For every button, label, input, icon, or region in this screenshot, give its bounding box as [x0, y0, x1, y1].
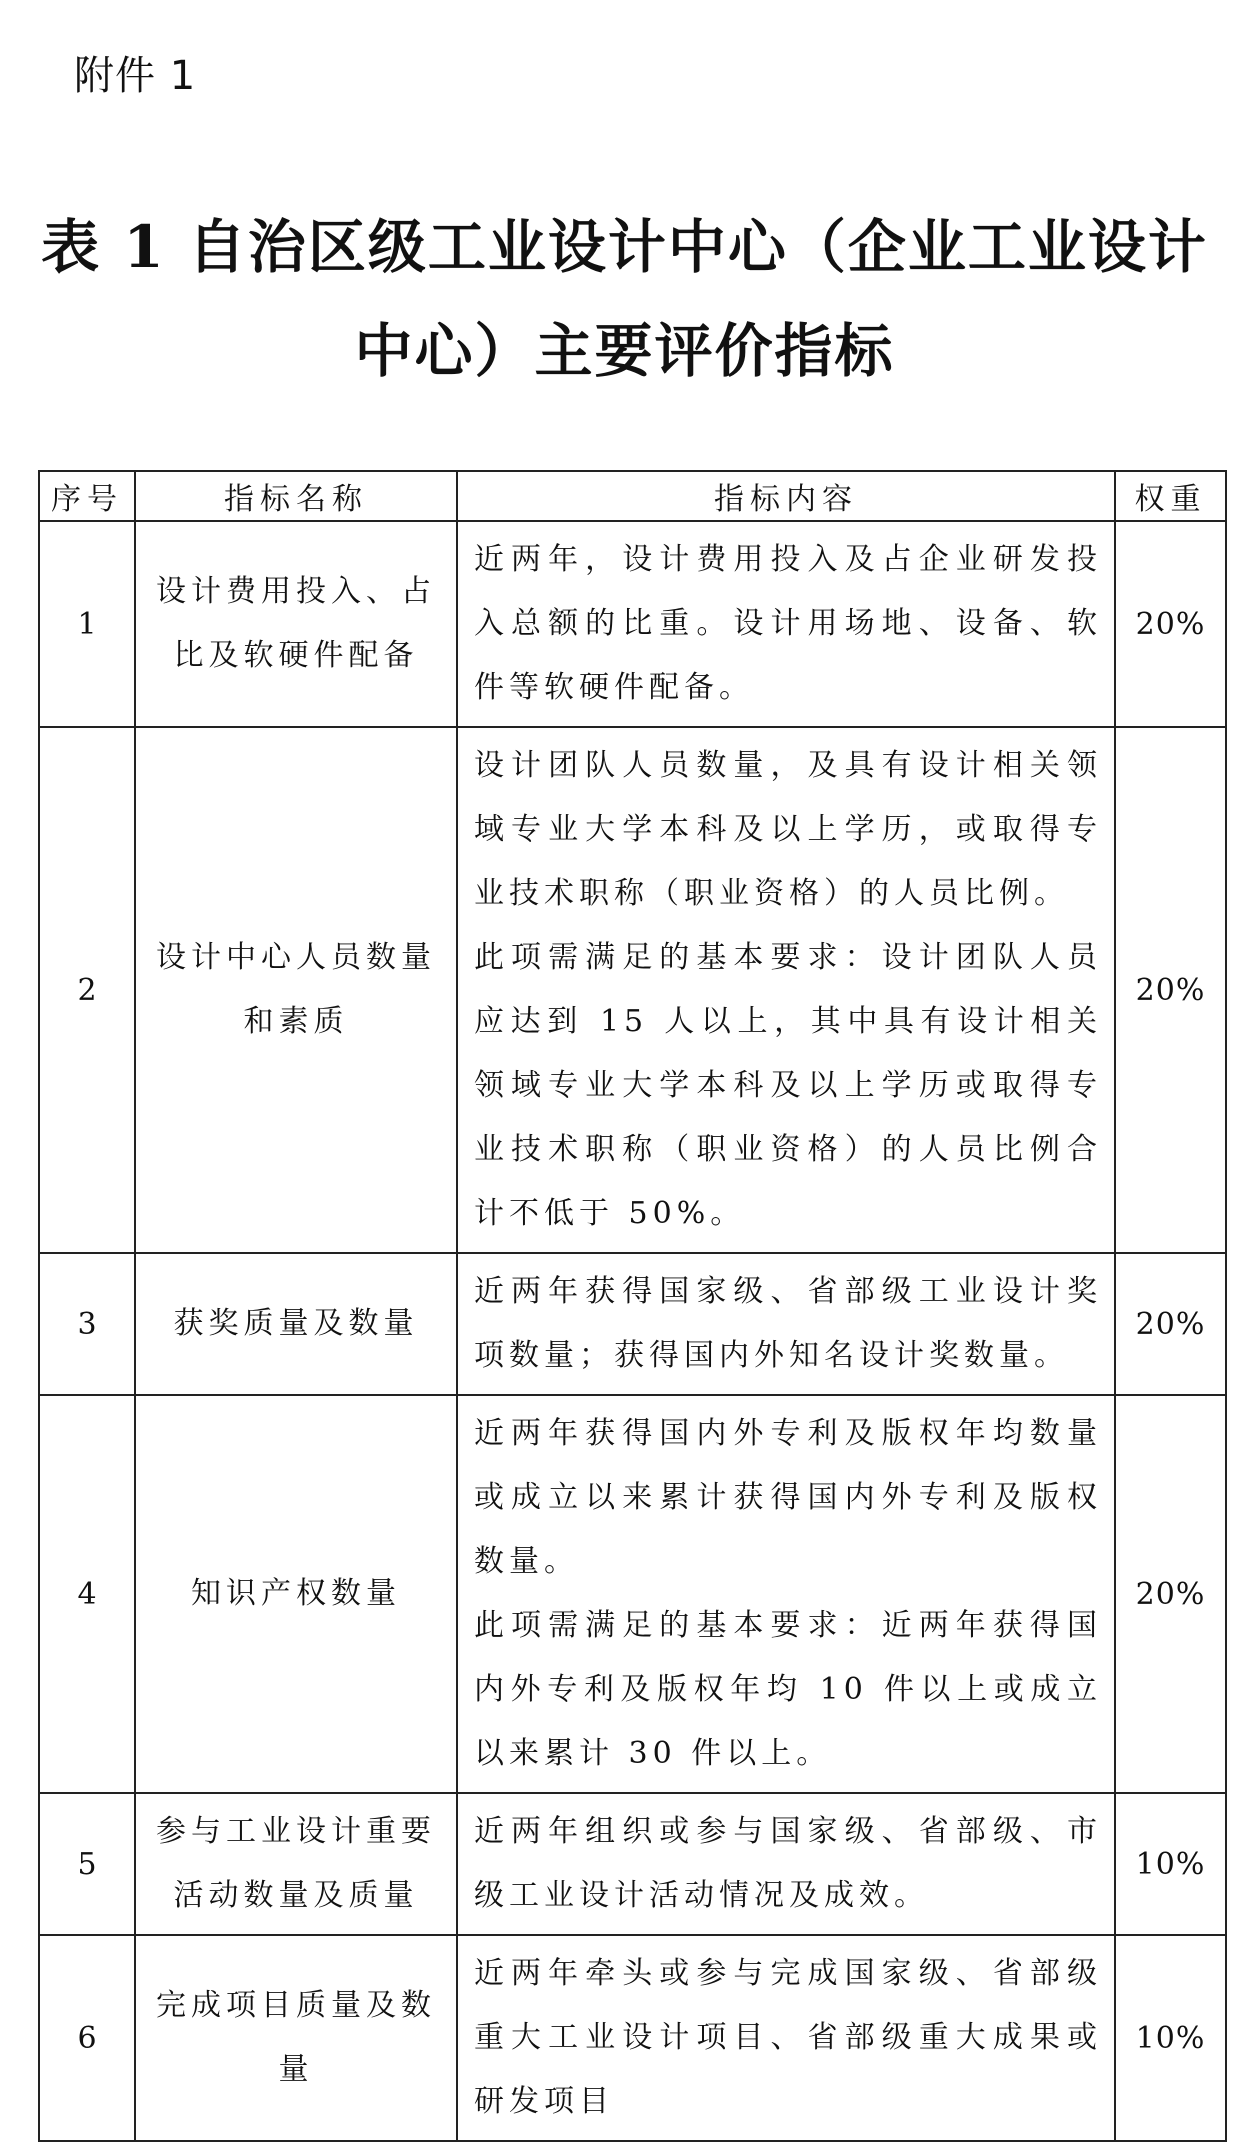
header-index-name: 指标名称 — [135, 471, 457, 521]
row-index-name: 完成项目质量及数量 — [135, 1935, 457, 2141]
row-weight: 20% — [1115, 727, 1226, 1253]
content-paragraph: 近两年，设计费用投入及占企业研发投入总额的比重。设计用场地、设备、软件等软硬件配备。 — [474, 542, 1102, 705]
row-weight: 10% — [1115, 1935, 1226, 2141]
evaluation-index-table — [38, 470, 1227, 2142]
row-index-content — [457, 1793, 1115, 1935]
content-paragraph: 此项需满足的基本要求：设计团队人员应达到 15 人以上，其中具有设计相关领域专业大学本科及以上学历或取得专业技术职称（职业资格）的人员比例合计不低于 50%。 — [474, 940, 1102, 1231]
table-header-row — [39, 471, 1226, 521]
table-row — [39, 727, 1226, 1253]
row-serial-number: 1 — [39, 521, 135, 727]
row-index-content — [457, 727, 1115, 1253]
content-paragraph: 设计团队人员数量，及具有设计相关领域专业大学本科及以上学历，或取得专业技术职称（职业资格）的人员比例。 — [474, 748, 1102, 911]
content-paragraph: 近两年组织或参与国家级、省部级、市级工业设计活动情况及成效。 — [474, 1814, 1102, 1913]
row-index-content — [457, 521, 1115, 727]
row-serial-number: 3 — [39, 1253, 135, 1395]
table-row — [39, 1395, 1226, 1793]
table-row — [39, 1253, 1226, 1395]
document-title-line-1: 表 1 自治区级工业设计中心（企业工业设计 — [41, 213, 1208, 281]
table-row — [39, 521, 1226, 727]
row-index-content — [457, 1253, 1115, 1395]
header-serial-number: 序号 — [39, 471, 135, 521]
row-serial-number: 4 — [39, 1395, 135, 1793]
content-paragraph: 近两年获得国家级、省部级工业设计奖项数量；获得国内外知名设计奖数量。 — [474, 1274, 1102, 1373]
content-paragraph: 近两年牵头或参与完成国家级、省部级重大工业设计项目、省部级重大成果或研发项目 — [474, 1956, 1102, 2119]
header-weight: 权重 — [1115, 471, 1226, 521]
row-index-name: 设计费用投入、占比及软硬件配备 — [135, 521, 457, 727]
attachment-label: 附件 1 — [74, 53, 197, 99]
content-paragraph: 此项需满足的基本要求：近两年获得国内外专利及版权年均 10 件以上或成立以来累计 30 件以上。 — [474, 1608, 1102, 1771]
header-index-content: 指标内容 — [457, 471, 1115, 521]
table-row — [39, 1935, 1226, 2141]
row-weight: 10% — [1115, 1793, 1226, 1935]
row-serial-number: 2 — [39, 727, 135, 1253]
row-index-name: 设计中心人员数量和素质 — [135, 727, 457, 1253]
row-serial-number: 5 — [39, 1793, 135, 1935]
row-weight: 20% — [1115, 521, 1226, 727]
document-title-line-2: 中心）主要评价指标 — [354, 317, 895, 385]
row-index-content — [457, 1935, 1115, 2141]
row-serial-number: 6 — [39, 1935, 135, 2141]
row-index-name: 参与工业设计重要活动数量及质量 — [135, 1793, 457, 1935]
row-index-name: 获奖质量及数量 — [135, 1253, 457, 1395]
row-weight: 20% — [1115, 1253, 1226, 1395]
row-index-content — [457, 1395, 1115, 1793]
content-paragraph: 近两年获得国内外专利及版权年均数量或成立以来累计获得国内外专利及版权数量。 — [474, 1416, 1102, 1579]
table-row — [39, 1793, 1226, 1935]
row-index-name: 知识产权数量 — [135, 1395, 457, 1793]
row-weight: 20% — [1115, 1395, 1226, 1793]
